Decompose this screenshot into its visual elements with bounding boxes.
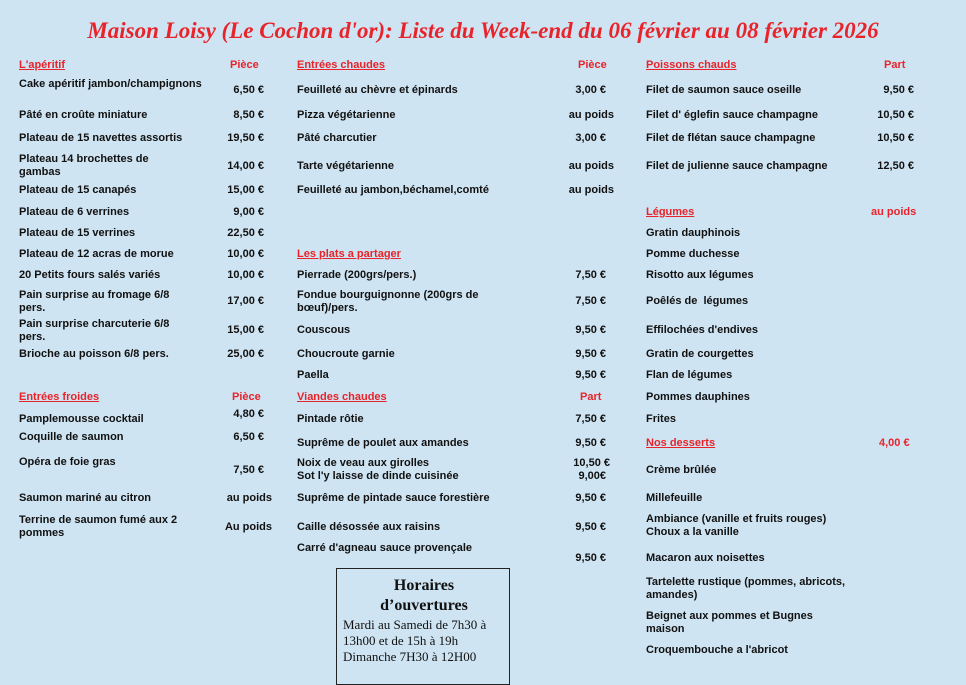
menu-item-price: 3,00 € xyxy=(575,132,606,144)
menu-item-price: 3,00 € xyxy=(575,84,606,96)
menu-item-name: Choux a la vanille xyxy=(646,526,739,538)
section-heading: Nos desserts xyxy=(646,437,716,449)
menu-item-name: Saumon mariné au citron xyxy=(19,492,152,504)
hours-title: d’ouvertures xyxy=(380,597,468,614)
section-heading: Légumes xyxy=(646,206,695,218)
menu-item-name: Tartelette rustique (pommes, abricots, amandes) xyxy=(646,576,846,601)
menu-item-name: Pamplemousse cocktail xyxy=(19,413,144,425)
menu-item-price: 9,50 € xyxy=(575,552,606,564)
menu-item-name: Pomme duchesse xyxy=(646,248,740,260)
menu-item-name: Plateau de 6 verrines xyxy=(19,206,130,218)
hours-text: Mardi au Samedi de 7h30 à xyxy=(343,617,487,632)
menu-item-name: Filet de julienne sauce champagne xyxy=(646,160,828,172)
menu-item-price: 9,50 € xyxy=(575,521,606,533)
menu-item-name: Terrine de saumon fumé aux 2 pommes xyxy=(19,514,178,539)
menu-item-price: 9,50 € xyxy=(883,84,914,96)
menu-item-name: Fondue bourguignonne (200grs de bœuf)/pers. xyxy=(297,289,479,314)
menu-item-price: 7,50 € xyxy=(575,295,606,307)
menu-item-name: Ambiance (vanille et fruits rouges) xyxy=(646,513,827,525)
menu-item-name: Feuilleté au jambon,béchamel,comté xyxy=(297,184,489,196)
menu-item-name: Coquille de saumon xyxy=(19,431,124,443)
menu-item-name: Millefeuille xyxy=(646,492,703,504)
menu-item-name: Plateau 14 brochettes de gambas xyxy=(19,153,149,178)
menu-item-price: 14,00 € xyxy=(227,160,264,172)
menu-item-name: Caille désossée aux raisins xyxy=(297,521,441,533)
menu-item-name: Plateau de 15 navettes assortis xyxy=(19,132,183,144)
menu-item-price: 7,50 € xyxy=(575,413,606,425)
menu-item-price: 4,80 € xyxy=(233,408,264,420)
menu-item-price: 9,50 € xyxy=(575,369,606,381)
menu-item-name: 20 Petits fours salés variés xyxy=(19,269,161,281)
menu-item-name: Pâté charcutier xyxy=(297,132,377,144)
menu-item-name: Crème brûlée xyxy=(646,464,717,476)
menu-item-name: Plateau de 15 canapés xyxy=(19,184,137,196)
menu-item-price: au poids xyxy=(568,109,614,121)
menu-item-name: Suprême de pintade sauce forestière xyxy=(297,492,490,504)
section-heading: L'apéritif xyxy=(19,59,66,71)
menu-item-price: 10,50 € xyxy=(573,457,610,469)
section-heading: Viandes chaudes xyxy=(297,391,387,403)
menu-item-name: Gratin dauphinois xyxy=(646,227,741,239)
price-heading: Pièce xyxy=(230,59,259,71)
menu-item-name: Paella xyxy=(297,369,329,381)
menu-item-name: Cake apéritif jambon/champignons xyxy=(19,78,202,90)
page-title: Maison Loisy (Le Cochon d'or): Liste du Week-end du 06 février au 08 février 2026 xyxy=(87,18,879,43)
menu-item-price: 7,50 € xyxy=(575,269,606,281)
menu-item-price: 10,50 € xyxy=(877,132,914,144)
menu-item-price: 19,50 € xyxy=(227,132,264,144)
section-heading: Entrées froides xyxy=(19,391,100,403)
menu-item-price: au poids xyxy=(226,492,272,504)
menu-item-name: Flan de légumes xyxy=(646,369,733,381)
price-heading: Pièce xyxy=(578,59,607,71)
price-heading: Pièce xyxy=(232,391,261,403)
menu-item-name: Pâté en croûte miniature xyxy=(19,109,148,121)
menu-item-name: Effilochées d'endives xyxy=(646,324,759,336)
menu-item-price: 10,00 € xyxy=(227,248,264,260)
menu-item-name: Beignet aux pommes et Bugnes maison xyxy=(646,610,813,635)
menu-item-price: 9,50 € xyxy=(575,492,606,504)
menu-item-price: 22,50 € xyxy=(227,227,264,239)
menu-item-price: 17,00 € xyxy=(227,295,264,307)
menu-item-name: Pain surprise charcuterie 6/8 pers. xyxy=(19,318,170,343)
menu-item-name: Macaron aux noisettes xyxy=(646,552,765,564)
section-heading: Entrées chaudes xyxy=(297,59,386,71)
menu-item-price: 9,50 € xyxy=(575,348,606,360)
menu-item-name: Croquembouche a l'abricot xyxy=(646,644,788,656)
menu-item-price: 6,50 € xyxy=(233,431,264,443)
menu-item-name: Poêlés de légumes xyxy=(646,295,749,307)
menu-item-price: au poids xyxy=(568,160,614,172)
menu-item-name: Pommes dauphines xyxy=(646,391,750,403)
price-heading: Part xyxy=(884,59,906,71)
menu-item-price: 9,00€ xyxy=(578,470,606,482)
menu-item-name: Pierrade (200grs/pers.) xyxy=(297,269,417,281)
menu-item-price: 6,50 € xyxy=(233,84,264,96)
hours-text: Dimanche 7H30 à 12H00 xyxy=(343,649,477,664)
menu-item-name: Filet de saumon sauce oseille xyxy=(646,84,802,96)
menu-item-price: 9,50 € xyxy=(575,437,606,449)
price-heading: au poids xyxy=(871,206,917,218)
menu-item-price: 7,50 € xyxy=(233,464,264,476)
menu-item-name: Gratin de courgettes xyxy=(646,348,754,360)
menu-item-name: Tarte végétarienne xyxy=(297,160,395,172)
menu-item-name: Brioche au poisson 6/8 pers. xyxy=(19,348,169,360)
menu-item-name: Frites xyxy=(646,413,676,425)
menu-item-name: Suprême de poulet aux amandes xyxy=(297,437,469,449)
menu-item-name: Plateau de 12 acras de morue xyxy=(19,248,174,260)
menu-item-name: Filet d' églefin sauce champagne xyxy=(646,109,818,121)
menu-item-name: Pintade rôtie xyxy=(297,413,364,425)
menu-item-name: Choucroute garnie xyxy=(297,348,395,360)
hours-text: 13h00 et de 15h à 19h xyxy=(343,633,459,648)
menu-item-name: Opéra de foie gras xyxy=(19,456,116,468)
menu-item-name: Couscous xyxy=(297,324,351,336)
menu-item-name: Pain surprise au fromage 6/8 pers. xyxy=(19,289,170,314)
price-heading: Part xyxy=(580,391,602,403)
menu-item-name: Noix de veau aux girolles xyxy=(297,457,430,469)
menu-item-price: Au poids xyxy=(224,521,272,533)
menu-item-price: 15,00 € xyxy=(227,324,264,336)
menu-item-name: Pizza végétarienne xyxy=(297,109,396,121)
menu-item-name: Risotto aux légumes xyxy=(646,269,754,281)
menu-item-price: 9,50 € xyxy=(575,324,606,336)
opening-hours-box xyxy=(336,568,510,685)
menu-item-name: Carré d'agneau sauce provençale xyxy=(297,542,473,554)
menu-item-price: 10,00 € xyxy=(227,269,264,281)
hours-title: Horaires xyxy=(393,577,455,594)
menu-item-price: 8,50 € xyxy=(233,109,264,121)
menu-item-name: Filet de flétan sauce champagne xyxy=(646,132,816,144)
menu-item-name: Plateau de 15 verrines xyxy=(19,227,136,239)
menu-item-price: 10,50 € xyxy=(877,109,914,121)
menu-item-price: 25,00 € xyxy=(227,348,264,360)
section-heading: Poissons chauds xyxy=(646,59,737,71)
price-heading: 4,00 € xyxy=(879,437,910,449)
menu-item-price: au poids xyxy=(568,184,614,196)
section-heading: Les plats a partager xyxy=(297,248,401,260)
menu-item-name: Sot l'y laisse de dinde cuisinée xyxy=(297,470,459,482)
menu-item-name: Feuilleté au chèvre et épinards xyxy=(297,84,458,96)
menu-item-price: 12,50 € xyxy=(877,160,914,172)
menu-item-price: 15,00 € xyxy=(227,184,264,196)
menu-item-price: 9,00 € xyxy=(233,206,264,218)
